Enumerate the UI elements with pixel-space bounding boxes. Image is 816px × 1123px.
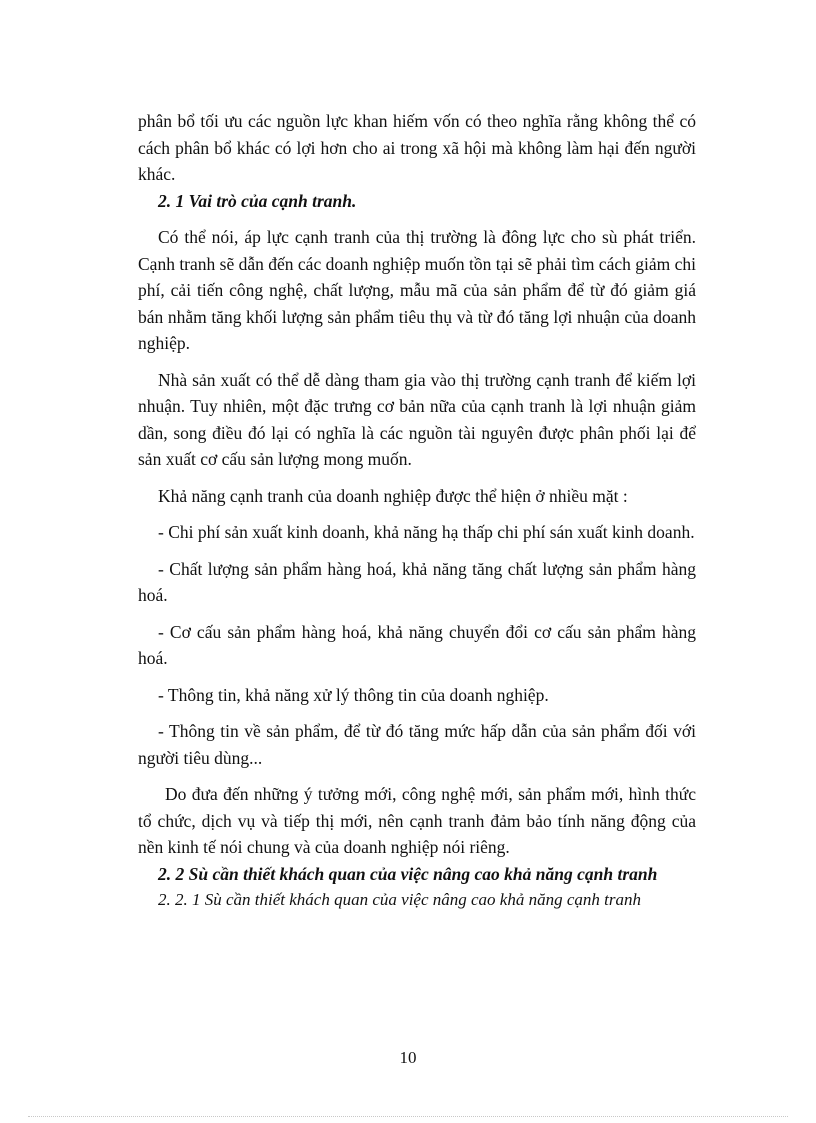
list-item-structure: - Cơ cấu sản phẩm hàng hoá, khả năng chuyển đổi cơ cấu sản phẩm hàng hoá. bbox=[138, 621, 696, 668]
subheading-necessity: 2. 2. 1 Sù cần thiết khách quan của việc nâng cao khả năng cạnh tranh bbox=[158, 890, 641, 909]
paragraph-resource-allocation: phân bổ tối ưu các nguồn lực khan hiếm vốn có theo nghĩa rằng không thể có cách phân bổ khác có lợi hơn cho ai trong xã hội mà không làm hại đến người khác. bbox=[138, 111, 696, 184]
footer-divider bbox=[28, 1116, 788, 1117]
paragraph-innovation: Do đưa đến những ý tưởng mới, công nghệ mới, sản phẩm mới, hình thức tổ chức, dịch vụ và tiếp thị mới, nên cạnh tranh đảm bảo tính năng động của nền kinh tế nói chung và của doanh nghiệp nói riêng. bbox=[138, 784, 696, 857]
heading-necessity: 2. 2 Sù cần thiết khách quan của việc nâng cao khả năng cạnh tranh bbox=[158, 863, 658, 884]
body-text bbox=[138, 108, 696, 914]
paragraph-competition-pressure: Có thể nói, áp lực cạnh tranh của thị trường là đông lực cho sù phát triển. Cạnh tranh sẽ dẫn đến các doanh nghiệp muốn tồn tại sẽ phải tìm cách giảm chi phí, cải tiến công nghệ, chất lượng, mẫu mã của sản phẩm để từ đó giảm giá bán nhằm tăng khối lượng sản phẩm tiêu thụ và từ đó tăng lợi nhuận của doanh nghiệp. bbox=[138, 227, 696, 353]
paragraph-competitiveness-aspects: Khả năng cạnh tranh của doanh nghiệp được thể hiện ở nhiều mặt : bbox=[158, 485, 628, 506]
heading-role-of-competition: 2. 1 Vai trò của cạnh tranh. bbox=[158, 190, 357, 211]
paragraph-producers-profit: Nhà sản xuất có thể dễ dàng tham gia vào thị trường cạnh tranh để kiếm lợi nhuận. Tuy nhiên, một đặc trưng cơ bản nữa của cạnh tranh là lợi nhuận giảm dần, song điều đó lại có nghĩa là các nguồn tài nguyên được phân phối lại để sản xuất cơ cấu sản lượng mong muốn. bbox=[138, 369, 696, 469]
list-item-product-information: - Thông tin về sản phẩm, để từ đó tăng mức hấp dẫn của sản phẩm đối với người tiêu dùng... bbox=[138, 721, 696, 768]
list-item-information: - Thông tin, khả năng xử lý thông tin của doanh nghiệp. bbox=[158, 684, 549, 705]
list-item-cost: - Chi phí sản xuất kinh doanh, khả năng hạ thấp chi phí sán xuất kinh doanh. bbox=[158, 522, 695, 542]
list-item-quality: - Chất lượng sản phẩm hàng hoá, khả năng tăng chất lượng sản phẩm hàng hoá. bbox=[138, 558, 696, 605]
page-number: 10 bbox=[399, 1048, 417, 1067]
